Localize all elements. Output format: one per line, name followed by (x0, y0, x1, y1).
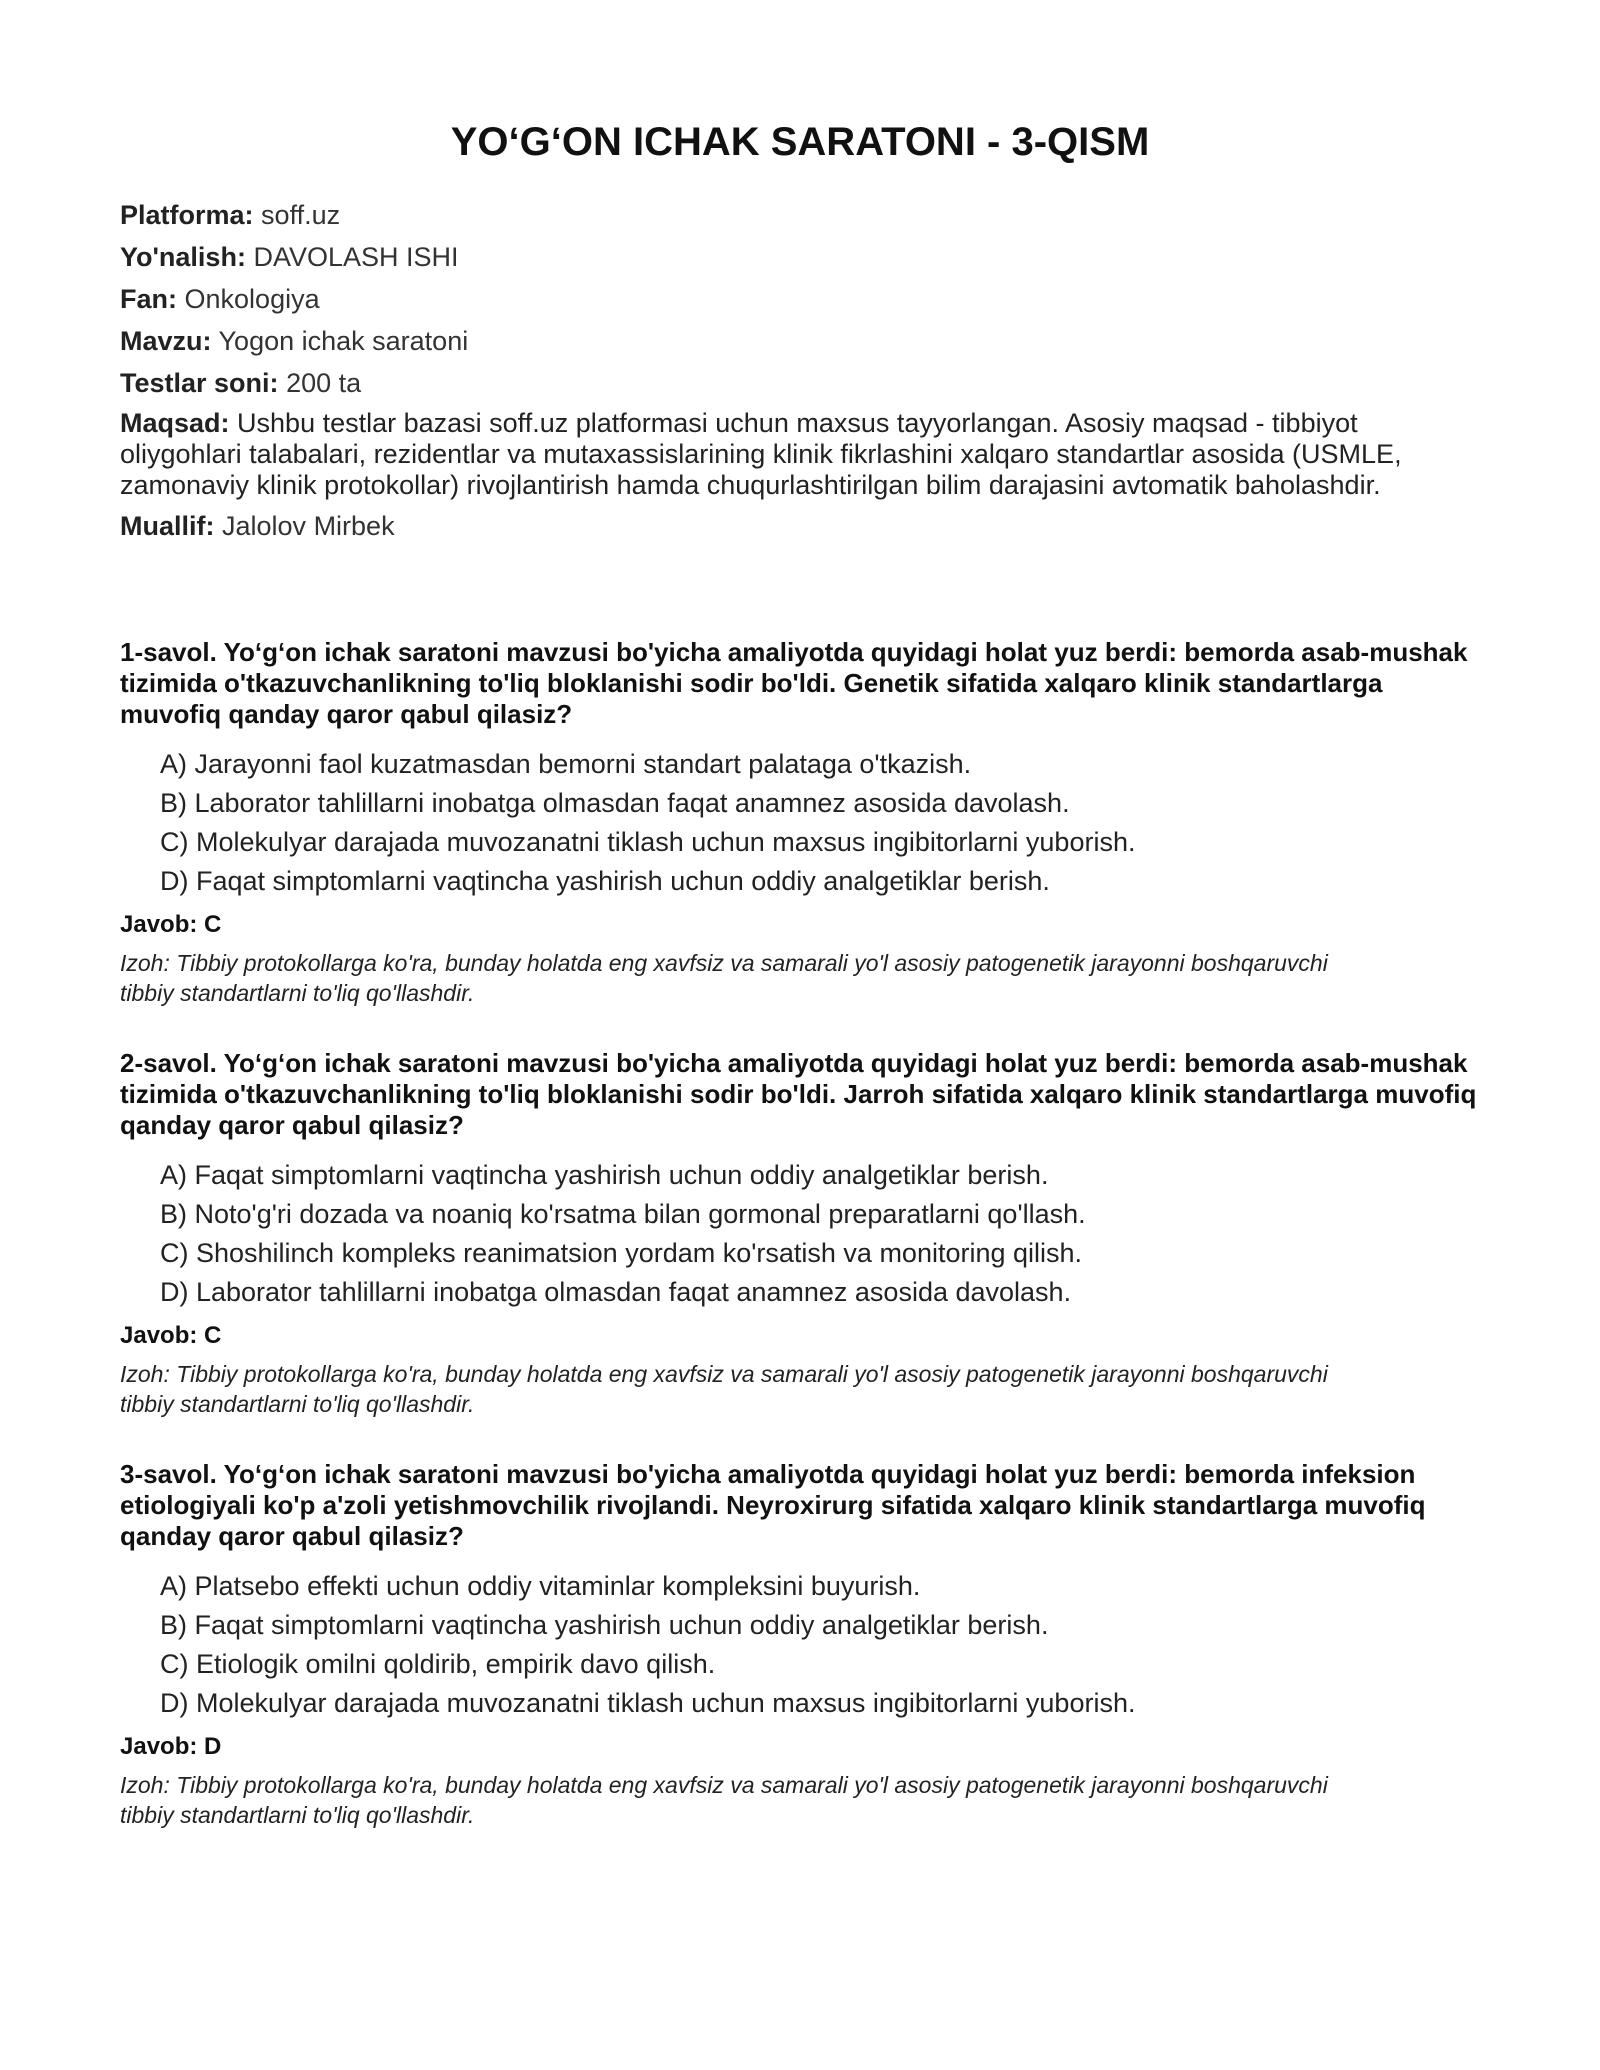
option-b: B) Laborator tahlillarni inobatga olmasdan faqat anamnez asosida davolash. (160, 788, 1070, 818)
option-b: B) Noto'g'ri dozada va noaniq ko'rsatma bilan gormonal preparatlarni qo'llash. (160, 1199, 1086, 1229)
option-a: A) Platsebo effekti uchun oddiy vitaminlar kompleksini buyurish. (160, 1571, 921, 1601)
meta-author-value: Jalolov Mirbek (222, 511, 395, 541)
meta-subject (120, 282, 1480, 316)
option-a: A) Jarayonni faol kuzatmasdan bemorni standart palataga o'tkazish. (160, 749, 972, 779)
answer-key: Javob: C (120, 1322, 222, 1349)
meta-topic-label: Mavzu: (120, 326, 212, 356)
meta-subject-label: Fan: (120, 284, 177, 314)
meta-count-label: Testlar soni: (120, 368, 279, 398)
meta-count (120, 366, 1480, 400)
meta-direction (120, 240, 1480, 274)
question-text: 3-savol. Yo‘g‘on ichak saratoni mavzusi bo'yicha amaliyotda quyidagi holat yuz berdi: bemorda infeksion etiologiyali ko'p a'zoli yetishmovchilik rivojlandi. Neyroxirurg sifatida xalqaro klinik standartlarga muvofiq qanday qaror qabul qilasiz? (120, 1459, 1426, 1551)
option-b: B) Faqat simptomlarni vaqtincha yashirish uchun oddiy analgetiklar berish. (160, 1610, 1049, 1640)
meta-goal-label: Maqsad: (120, 408, 230, 438)
explanation-note: Izoh: Tibbiy protokollarga ko'ra, bunday holatda eng xavfsiz va samarali yo'l asosiy patogenetik jarayonni boshqaruvchi tibbiy standartlarni to'liq qo'llashdir. (120, 1772, 1328, 1828)
meta-goal (120, 408, 1480, 501)
option-a: A) Faqat simptomlarni vaqtincha yashirish uchun oddiy analgetiklar berish. (160, 1160, 1049, 1190)
option-c: C) Etiologik omilni qoldirib, empirik davo qilish. (160, 1649, 716, 1679)
meta-topic-value: Yogon ichak saratoni (218, 326, 469, 356)
answer-key: Javob: D (120, 1733, 222, 1760)
option-d: D) Faqat simptomlarni vaqtincha yashirish uchun oddiy analgetiklar berish. (160, 866, 1050, 896)
meta-platform-value: soff.uz (261, 200, 341, 230)
question-text: 2-savol. Yo‘g‘on ichak saratoni mavzusi bo'yicha amaliyotda quyidagi holat yuz berdi: bemorda asab-mushak tizimida o'tkazuvchanlikning to'liq bloklanishi sodir bo'ldi. Jarroh sifatida xalqaro klinik standartlarga muvofiq qanday qaror qabul qilasiz? (120, 1048, 1477, 1140)
question-2 (120, 1048, 1480, 1419)
meta-direction-label: Yo'nalish: (120, 242, 246, 272)
explanation-note: Izoh: Tibbiy protokollarga ko'ra, bunday holatda eng xavfsiz va samarali yo'l asosiy patogenetik jarayonni boshqaruvchi tibbiy standartlarni to'liq qo'llashdir. (120, 950, 1328, 1006)
answer-options (120, 748, 1480, 898)
meta-platform-label: Platforma: (120, 200, 254, 230)
section-spacer (120, 551, 1480, 637)
meta-goal-value: Ushbu testlar bazasi soff.uz platformasi uchun maxsus tayyorlangan. Asosiy maqsad - tibbiyot oliygohlari talabalari, rezidentlar va mutaxassislarining klinik fikrlashini xalqaro standartlar asosida (USMLE, zamonaviy klinik protokollar) rivojlantirish hamda chuqurlashtirilgan bilim darajasini avtomatik baholashdir. (120, 408, 1402, 500)
explanation-note: Izoh: Tibbiy protokollarga ko'ra, bunday holatda eng xavfsiz va samarali yo'l asosiy patogenetik jarayonni boshqaruvchi tibbiy standartlarni to'liq qo'llashdir. (120, 1361, 1328, 1417)
meta-topic (120, 324, 1480, 358)
question-1 (120, 637, 1480, 1008)
option-d: D) Laborator tahlillarni inobatga olmasdan faqat anamnez asosida davolash. (160, 1277, 1072, 1307)
meta-author (120, 509, 1480, 543)
option-c: C) Molekulyar darajada muvozanatni tiklash uchun maxsus ingibitorlarni yuborish. (160, 827, 1136, 857)
document-meta (120, 198, 1480, 543)
meta-author-label: Muallif: (120, 511, 215, 541)
meta-platform (120, 198, 1480, 232)
document-title: YO‘G‘ON ICHAK SARATONI - 3-QISM (450, 120, 1150, 164)
answer-options (120, 1159, 1480, 1309)
meta-direction-value: DAVOLASH ISHI (253, 242, 459, 272)
answer-key: Javob: C (120, 911, 222, 938)
option-c: C) Shoshilinch kompleks reanimatsion yordam ko'rsatish va monitoring qilish. (160, 1238, 1083, 1268)
question-3 (120, 1459, 1480, 1830)
answer-options (120, 1570, 1480, 1720)
option-d: D) Molekulyar darajada muvozanatni tiklash uchun maxsus ingibitorlarni yuborish. (160, 1688, 1136, 1718)
meta-subject-value: Onkologiya (184, 284, 320, 314)
meta-count-value: 200 ta (286, 368, 362, 398)
question-text: 1-savol. Yo‘g‘on ichak saratoni mavzusi bo'yicha amaliyotda quyidagi holat yuz berdi: bemorda asab-mushak tizimida o'tkazuvchanlikning to'liq bloklanishi sodir bo'ldi. Genetik sifatida xalqaro klinik standartlarga muvofiq qanday qaror qabul qilasiz? (120, 637, 1468, 729)
